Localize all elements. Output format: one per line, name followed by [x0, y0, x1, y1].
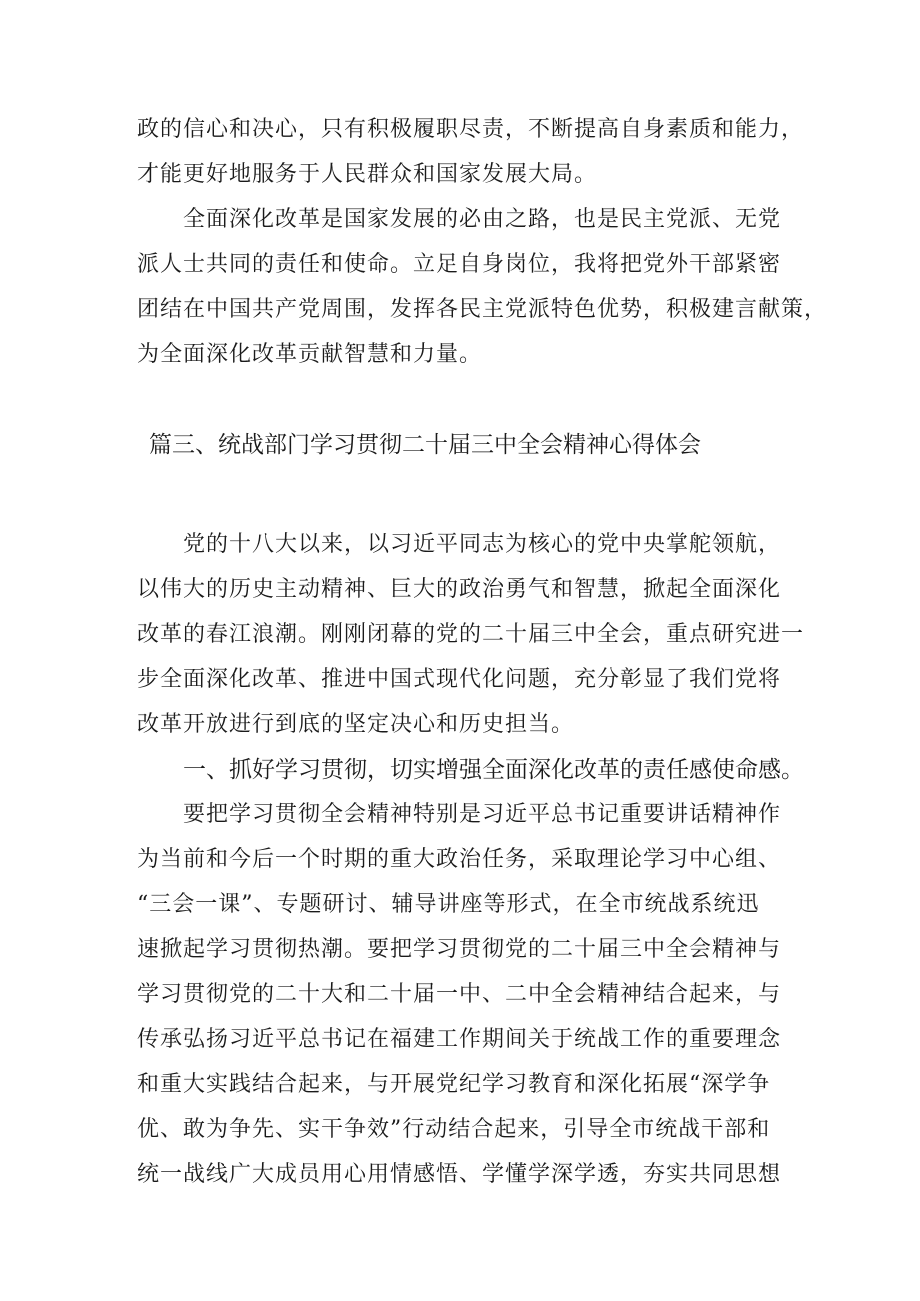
paragraph-3-line-1: 党的十八大以来，以习近平同志为核心的党中央掌舵领航，	[183, 532, 782, 557]
paragraph-2-line-2: 派人士共同的责任和使命。立足自身岗位，我将把党外干部紧密	[137, 252, 782, 277]
section-title: 篇三、统战部门学习贯彻二十届三中全会精神心得体会	[149, 432, 701, 458]
paragraph-4-line-6: 传承弘扬习近平总书记在福建工作期间关于统战工作的重要理念	[137, 1027, 782, 1052]
paragraph-2-line-1: 全面深化改革是国家发展的必由之路，也是民主党派、无党	[183, 207, 782, 232]
paragraph-1-line-2: 才能更好地服务于人民群众和国家发展大局。	[137, 162, 598, 187]
paragraph-3-line-3: 改革的春江浪潮。刚刚闭幕的党的二十届三中全会，重点研究进一	[137, 622, 805, 647]
paragraph-3-line-5: 改革开放进行到底的坚定决心和历史担当。	[137, 712, 575, 737]
paragraph-4-line-5: 学习贯彻党的二十大和二十届一中、二中全会精神结合起来，与	[137, 982, 782, 1007]
paragraph-4-line-1: 要把学习贯彻全会精神特别是习近平总书记重要讲话精神作	[183, 802, 782, 827]
paragraph-4-line-2: 为当前和今后一个时期的重大政治任务，采取理论学习中心组、	[137, 847, 782, 872]
paragraph-1-line-1: 政的信心和决心，只有积极履职尽责，不断提高自身素质和能力，	[137, 117, 805, 142]
paragraph-3-line-2: 以伟大的历史主动精神、巨大的政治勇气和智慧，掀起全面深化	[137, 577, 782, 602]
paragraph-4-line-3: “三会一课”、专题研讨、辅导讲座等形式，在全市统战系统迅	[137, 892, 760, 917]
paragraph-2-line-3: 团结在中国共产党周围，发挥各民主党派特色优势，积极建言献策，	[137, 297, 828, 322]
subheading-1: 一、抓好学习贯彻，切实增强全面深化改革的责任感使命感。	[183, 757, 804, 783]
paragraph-4-line-7: 和重大实践结合起来，与开展党纪学习教育和深化拓展“深学争	[137, 1072, 771, 1097]
paragraph-4-line-9: 统一战线广大成员用心用情感悟、学懂学深学透，夯实共同思想	[137, 1162, 782, 1187]
paragraph-4-line-8: 优、敢为争先、实干争效”行动结合起来，引导全市统战干部和	[137, 1117, 771, 1142]
paragraph-2-line-4: 为全面深化改革贡献智慧和力量。	[137, 342, 483, 367]
paragraph-4-line-4: 速掀起学习贯彻热潮。要把学习贯彻党的二十届三中全会精神与	[137, 937, 782, 962]
paragraph-3-line-4: 步全面深化改革、推进中国式现代化问题，充分彰显了我们党将	[137, 667, 782, 692]
